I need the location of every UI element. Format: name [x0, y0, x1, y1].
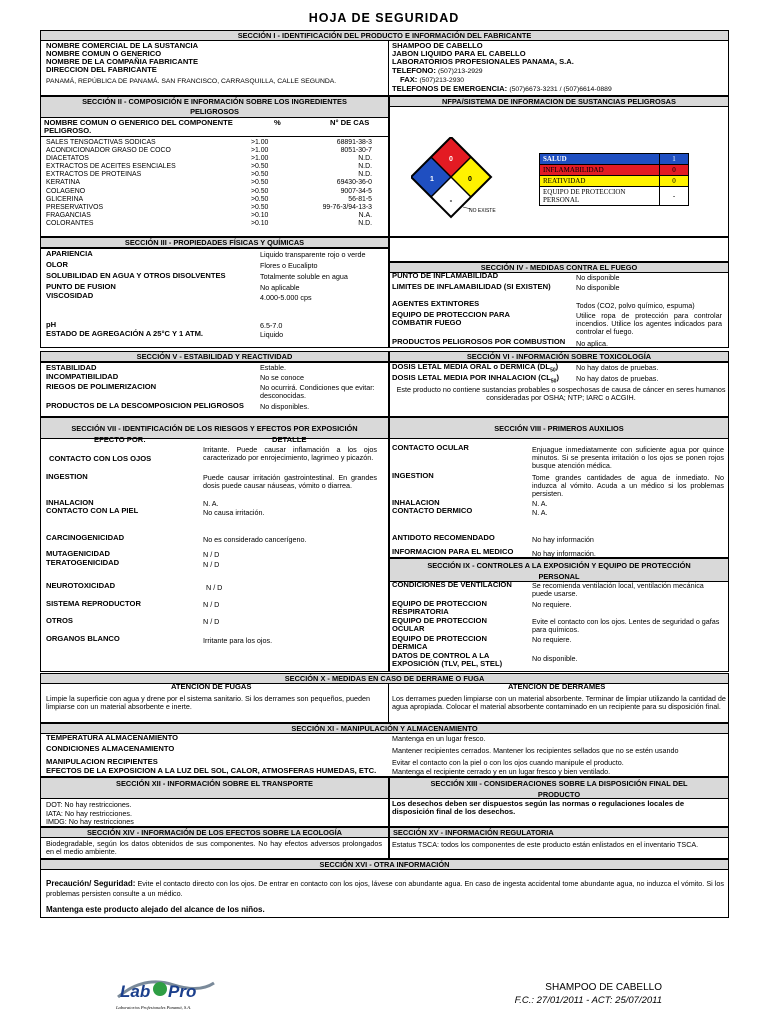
legend-row-inflamabilidad: [540, 165, 689, 176]
ingredient-name: EXTRACTOS DE PROTEINAS: [46, 171, 142, 179]
labpro-logo-subtitle: Laboratorios Profesionales Panamá, S.A.: [116, 1005, 192, 1010]
legend-epp-label: EQUIPO DE PROTECCION PERSONAL: [540, 187, 660, 206]
effect-teratogenicidad: TERATOGENICIDAD: [46, 558, 120, 567]
react-descomposicion: PRODUCTOS DE LA DESCOMPOSICION PELIGROSOS: [46, 401, 244, 410]
react-incompatibilidad: INCOMPATIBILIDAD: [46, 372, 119, 381]
fire-limites-value: No disponible: [576, 283, 620, 292]
flask-icon: [153, 982, 167, 996]
aid-antidoto-value: No hay información: [532, 535, 594, 544]
ctrl-ventilacion: CONDICIONES DE VENTILACION: [392, 580, 512, 589]
section-2-header: SECCIÓN II - COMPOSICIÓN E INFORMACIÓN SOBRE LOS INGREDIENTES PELIGROSOS: [40, 96, 389, 118]
labpro-logo: [114, 967, 234, 1015]
aid-ocular-value: Enjuague inmediatamente con suficiente agua por quince minutos. Si se presenta irritación o los ojos se ponen rojos busque atención médica.: [532, 445, 724, 471]
precaution-paragraph: [46, 879, 724, 899]
ingredient-percent: >0.50: [250, 171, 269, 179]
effect-neurotoxicidad: NEUROTOXICIDAD: [46, 581, 116, 590]
legend-inflamabilidad-label: INFLAMABILIDAD: [540, 165, 660, 176]
emergency-label: TELEFONOS DE EMERGENCIA:: [392, 84, 508, 93]
phone-value: (507)213-2929: [438, 68, 483, 75]
spill-fugas-text: Limpie la superficie con agua y drene por el sistema sanitario. Si los derrames son pequeños, pueden limpiarse con un material absorbente e inerte.: [46, 694, 371, 712]
emergency-row: [392, 84, 612, 94]
emergency-value: (507)6673-3231 / (507)6614-0889: [509, 86, 612, 93]
svg-text:Pro: Pro: [168, 982, 197, 1001]
effect-ojos-value: Irritante. Puede causar inflamación a los ojos caracterizado por enrojecimiento, lagrimeo y picazón.: [203, 445, 377, 463]
ingredient-percent: >0.10: [250, 211, 269, 219]
effect-organos: ORGANOS BLANCO: [46, 634, 120, 643]
ingredient-cas: 69430-36-0: [336, 179, 372, 187]
ingredient-percent: >1.00: [250, 147, 269, 155]
effect-piel-value: No causa irritación.: [203, 508, 265, 517]
ingredient-cas: 8051-30-7: [340, 147, 372, 155]
col-cas: N° DE CAS: [330, 118, 370, 127]
effect-otros-value: N / D: [203, 617, 220, 626]
regulatory-text: Estatus TSCA: todos los componentes de este producto están enlistados en el inventario TSCA.: [392, 840, 699, 849]
label-common-name: NOMBRE COMUN O GENERICO: [46, 49, 162, 58]
ingredient-name: PRESERVATIVOS: [46, 203, 104, 211]
legend-inflamabilidad-value: 0: [660, 165, 689, 176]
label-commercial-name: NOMBRE COMERCIAL DE LA SUSTANCIA: [46, 41, 199, 50]
react-polimerizacion: RIEGOS DE POLIMERIZACION: [46, 382, 157, 391]
prop-solubilidad: SOLUBILIDAD EN AGUA Y OTROS DISOLVENTES: [46, 271, 226, 280]
ctrl-dermica: EQUIPO DE PROTECCION DERMICA: [392, 634, 487, 652]
store-temperatura: TEMPERATURA ALMACENAMIENTO: [46, 733, 179, 742]
effect-ingestion-value: Puede causar irritación gastrointestinal. En grandes dosis puede causar náuseas, vómito o diarrea.: [203, 473, 377, 491]
aid-ingestion: INGESTION: [392, 471, 434, 480]
store-efectos-value: Mantenga el recipiente cerrado y en un lugar fresco y bien ventilado.: [392, 767, 611, 776]
effect-carcinogenicidad: CARCINOGENICIDAD: [46, 533, 125, 542]
precaution-text: Evite el contacto directo con los ojos. De entrar en contacto con los ojos, lávese con abundante agua. En caso de ingesta accidental tome abundante agua, no induzca el vómito. Si los problemas persisten consulte a un médico.: [46, 879, 725, 898]
ingredient-cas: N.D.: [358, 171, 372, 179]
prop-olor-value: Flores o Eucalipto: [260, 261, 318, 270]
ingredient-name: DIACETATOS: [46, 155, 89, 163]
ingredient-row: [44, 179, 374, 187]
ingredient-percent: >1.00: [250, 139, 269, 146]
section-14-header: SECCIÓN XIV - INFORMACIÓN DE LOS EFECTOS SOBRE LA ECOLOGÍA: [40, 827, 389, 838]
aid-dermico-value: N. A.: [532, 508, 548, 517]
tox-note: Este producto no contiene sustancias probables o sospechosas de causa de cáncer en seres humanos consideradas por OSHA; NTP; IARC o ACGIH.: [396, 385, 726, 403]
legend-row-epp: [540, 187, 689, 206]
tox-inhalacion-value: No hay datos de pruebas.: [576, 374, 659, 383]
aid-inhalacion-value: N. A.: [532, 499, 548, 508]
label-address: DIRECCION DEL FABRICANTE: [46, 65, 157, 74]
ctrl-ocular: EQUIPO DE PROTECCION OCULAR: [392, 616, 487, 634]
section-10-header: SECCIÓN X - MEDIDAS EN CASO DE DERRAME O FUGA: [40, 673, 729, 684]
nfpa-red-value: 0: [449, 156, 453, 163]
fire-agentes-value: Todos (CO2, polvo químico, espuma): [576, 301, 695, 310]
prop-ph-value: 6.5-7.0: [260, 321, 283, 330]
ingredient-cas: N.D.: [358, 163, 372, 171]
react-estabilidad: ESTABILIDAD: [46, 363, 97, 372]
section-4-spacer: [389, 237, 729, 262]
ingredient-percent: >0.50: [250, 163, 269, 171]
ingredient-cas: 99-76-3/94-13-3: [322, 203, 372, 211]
section-16-header: SECCIÓN XVI - OTRA INFORMACIÓN: [40, 859, 729, 870]
prop-apariencia: APARIENCIA: [46, 249, 93, 258]
effect-mutagenicidad: MUTAGENICIDAD: [46, 549, 110, 558]
label-company: NOMBRE DE LA COMPAÑIA FABRICANTE: [46, 57, 199, 66]
nfpa-no-existe: NO EXISTE: [469, 208, 496, 214]
ctrl-respiratoria-value: No requiere.: [532, 600, 572, 609]
store-efectos: EFECTOS DE LA EXPOSICION A LA LUZ DEL SOL, CALOR, ATMOSFERAS HUMEDAS, ETC.: [46, 766, 377, 775]
legend-reatividad-label: REATIVIDAD: [540, 176, 660, 187]
transport-imdg: IMDG: No hay restricciones: [46, 817, 134, 826]
transport-dot: DOT: No hay restricciones.: [46, 800, 132, 809]
section-8-header: SECCIÓN VIII - PRIMEROS AUXILIOS: [389, 417, 729, 439]
effect-piel: CONTACTO CON LA PIEL: [46, 506, 139, 515]
prop-viscosidad: VISCOSIDAD: [46, 291, 94, 300]
legend-epp-value: -: [660, 187, 689, 206]
ingredients-table: [44, 139, 374, 228]
nfpa-blue-value: 1: [430, 176, 434, 183]
store-temperatura-value: Mantenga en un lugar fresco.: [392, 734, 486, 743]
phone-label: TELEFONO:: [392, 66, 436, 75]
effect-carcinogenicidad-value: No es considerado cancerígeno.: [203, 535, 307, 544]
ctrl-ventilacion-value: Se recomienda ventilación local, ventilación mecánica puede usarse.: [532, 581, 704, 599]
ingredient-row: [44, 188, 374, 196]
effect-reproductor: SISTEMA REPRODUCTOR: [46, 599, 141, 608]
nfpa-white-value: -: [449, 196, 453, 205]
ctrl-ocular-value: Evite el contacto con los ojos. Lentes de seguridad o gafas para químicos.: [532, 617, 720, 635]
store-condiciones-value: Mantener recipientes cerrados. Mantener los recipientes sellados que no se estén usando: [392, 746, 679, 755]
ingredient-name: SALES TENSOACTIVAS SODICAS: [46, 139, 156, 146]
nfpa-legend: [539, 153, 689, 206]
store-manipulacion-value: Evitar el contacto con la piel o con los ojos cuando manipule el producto.: [392, 758, 624, 767]
fire-equipo: EQUIPO DE PROTECCION PARA COMBATIR FUEGO: [392, 310, 510, 328]
aid-inhalacion: INHALACION: [392, 498, 440, 507]
ingredient-percent: >0.50: [250, 203, 269, 211]
prop-solubilidad-value: Totalmente soluble en agua: [260, 272, 348, 281]
section-5-header: SECCIÓN V - ESTABILIDAD Y REACTIVIDAD: [40, 351, 389, 362]
svg-text:Lab: Lab: [120, 982, 151, 1001]
section-6-header: SECCIÓN VI - INFORMACIÓN SOBRE TOXICOLOGÍA: [389, 351, 729, 362]
ingredient-name: FRAGANCIAS: [46, 211, 91, 219]
nfpa-yellow-value: 0: [468, 176, 472, 183]
ingredient-row: [44, 220, 374, 228]
keep-away-text: Mantenga este producto alejado del alcance de los niños.: [46, 905, 265, 914]
nfpa-header: NFPA/SISTEMA DE INFORMACION DE SUSTANCIAS PELIGROSAS: [389, 96, 729, 107]
prop-estado-value: Liquido: [260, 330, 284, 339]
effect-reproductor-value: N / D: [203, 600, 220, 609]
section-1-header: SECCIÓN I - IDENTIFICACIÓN DEL PRODUCTO E INFORMACIÓN DEL FABRICANTE: [40, 30, 729, 41]
legend-salud-label: SALUD: [540, 154, 660, 165]
spill-derrames-text: Los derrames pueden limpiarse con un material absorbente. Terminar de limpiar utilizando la cantidad de agua apropiada. Colocar el material absorbente contaminado en un recipiente para su disposición final.: [392, 694, 726, 712]
ingredient-name: GLICERINA: [46, 195, 84, 203]
product-name: SHAMPOO DE CABELLO: [392, 41, 483, 50]
effect-mutagenicidad-value: N / D: [203, 550, 220, 559]
store-condiciones: CONDICIONES ALMACENAMIENTO: [46, 744, 175, 753]
fire-limites: LIMITES DE INFLAMABILIDAD (SI EXISTEN): [392, 282, 551, 291]
legend-reatividad-value: 0: [660, 176, 689, 187]
col-component-name: NOMBRE COMUN O GENERICO DEL COMPONENTE PELIGROSO.: [44, 118, 233, 136]
spill-fugas-title: ATENCION DE FUGAS: [171, 682, 252, 691]
fire-productos: PRODUCTOS PELIGROSOS POR COMBUSTION: [392, 337, 566, 346]
company-name: LABORATORIOS PROFESIONALES PANAMA, S.A.: [392, 57, 574, 66]
effect-inhalacion: INHALACION: [46, 498, 94, 507]
aid-medico-value: No hay información.: [532, 549, 596, 558]
ingredient-cas: N.A.: [358, 211, 372, 219]
aid-antidoto: ANTIDOTO RECOMENDADO: [392, 533, 495, 542]
store-manipulacion: MANIPULACION RECIPIENTES: [46, 757, 158, 766]
ingredient-cas: N.D.: [358, 219, 372, 227]
fire-equipo-value: Utilice ropa de protección para controlar incendios. Utilice los agentes indicados para controlar el fuego.: [576, 311, 722, 337]
prop-olor: OLOR: [46, 260, 68, 269]
ingredient-cas: 68891-38-3: [336, 139, 372, 146]
legend-row-salud: [540, 154, 689, 165]
ingredient-name: EXTRACTOS DE ACEITES ESENCIALES: [46, 163, 176, 171]
ingredient-percent: >0.50: [250, 179, 269, 187]
ingredient-row: [44, 163, 374, 171]
ingredient-percent: >0.50: [250, 187, 269, 195]
tox-inhalacion: DOSIS LETAL MEDIA POR INHALACION $(CL_{50})$: [392, 373, 559, 385]
ctrl-respiratoria: EQUIPO DE PROTECCION RESPIRATORIA: [392, 599, 487, 617]
document-title: HOJA DE SEGURIDAD: [308, 11, 460, 25]
tox-oral: DOSIS LETAL MEDIA ORAL o DERMICA $(DL_{50})$: [392, 362, 559, 374]
ingredient-row: [44, 204, 374, 212]
prop-apariencia-value: Liquido transparente rojo o verde: [260, 250, 366, 259]
ctrl-dermica-value: No requiere.: [532, 635, 572, 644]
spill-derrames-title: ATENCION DE DERRAMES: [508, 682, 606, 691]
section-3-header: SECCIÓN III - PROPIEDADES FÍSICAS Y QUÍMICAS: [40, 237, 389, 248]
ingredient-row: [44, 171, 374, 179]
fire-agentes: AGENTES EXTINTORES: [392, 299, 480, 308]
fax-label: FAX:: [400, 75, 418, 84]
legend-row-reatividad: [540, 176, 689, 187]
footer-dates: F.C.: 27/01/2011 - ACT: 25/07/2011: [514, 995, 662, 1006]
common-name: JABON LIQUIDO PARA EL CABELLO: [392, 49, 526, 58]
prop-estado: ESTADO DE AGREGACIÓN A 25°C Y 1 ATM.: [46, 329, 204, 338]
ingredient-row: [44, 139, 374, 147]
tox-oral-value: No hay datos de pruebas.: [576, 363, 659, 372]
effect-inhalacion-value: N. A.: [203, 499, 219, 508]
section-13-header: SECCIÓN XIII - CONSIDERACIONES SOBRE LA DISPOSICIÓN FINAL DEL PRODUCTO: [389, 777, 729, 799]
transport-iata: IATA: No hay restricciones.: [46, 809, 133, 818]
effect-otros: OTROS: [46, 616, 74, 625]
prop-viscosidad-value: 4.000-5.000 cps: [260, 293, 312, 302]
react-incompatibilidad-value: No se conoce: [260, 373, 304, 382]
effects-col-detalle: DETALLE: [272, 435, 307, 444]
ctrl-datos-value: No disponible.: [532, 654, 578, 663]
ingredient-name: COLORANTES: [46, 219, 94, 227]
nfpa-diamond: [411, 137, 511, 237]
fax-value: (507)213-2930: [419, 77, 465, 84]
effect-ingestion: INGESTION: [46, 472, 88, 481]
react-estabilidad-value: Estable.: [260, 363, 286, 372]
effect-neurotoxicidad-value: N / D: [206, 583, 223, 592]
tox-oral-sub: 50: [550, 367, 556, 374]
aid-ocular: CONTACTO OCULAR: [392, 443, 469, 452]
ingredient-percent: >0.10: [250, 219, 269, 227]
react-descomposicion-value: No disponibles.: [260, 402, 310, 411]
ctrl-datos: DATOS DE CONTROL A LA EXPOSICIÓN (TLV, PEL, STEL): [392, 651, 503, 669]
col-percent: %: [274, 118, 281, 127]
company-address: PANAMÁ, REPÚBLICA DE PANAMÁ. SAN FRANCISCO, CARRASQUILLA, CALLE SEGUNDA.: [46, 78, 337, 85]
ingredient-cas: N.D.: [358, 155, 372, 163]
ingredient-name: KERATINA: [46, 179, 80, 187]
ingredient-percent: >0.50: [250, 195, 269, 203]
ingredient-name: ACONDICIONADOR GRASO DE COCO: [46, 147, 171, 155]
disposal-text: Los desechos deben ser dispuestos según las normas o regulaciones locales de disposición final de los desechos.: [392, 799, 685, 817]
prop-fusion-value: No aplicable: [260, 283, 300, 292]
tox-inhalacion-sub: 50: [550, 378, 557, 385]
ecology-text: Biodegradable, según los datos obtenidos de sus componentes. No hay efectos adversos prolongados en el medio ambiente.: [46, 839, 382, 857]
section-15-header: SECCIÓN XV - INFORMACIÓN REGULATORIA: [389, 827, 729, 838]
aid-ingestion-value: Tome grandes cantidades de agua de inmediato. No induzca al vómito. Acuda a un médico si los problemas persisten.: [532, 473, 724, 499]
ingredient-row: [44, 196, 374, 204]
prop-fusion: PUNTO DE FUSION: [46, 282, 116, 291]
aid-medico: INFORMACION PARA EL MEDICO: [392, 547, 514, 556]
aid-dermico: CONTACTO DERMICO: [392, 506, 473, 515]
ingredient-cas: 9007-34-5: [340, 187, 372, 195]
fire-inflamabilidad-value: No disponible: [576, 273, 620, 282]
fire-inflamabilidad: PUNTO DE INFLAMABILIDAD: [392, 271, 499, 280]
section-12-header: SECCIÓN XII - INFORMACIÓN SOBRE EL TRANSPORTE: [40, 777, 389, 799]
ingredient-row: [44, 147, 374, 155]
ingredient-cas: 56-81-5: [348, 195, 372, 203]
effect-ojos: CONTACTO CON LOS OJOS: [49, 454, 152, 463]
ingredient-row: [44, 155, 374, 163]
fire-productos-value: No aplica.: [576, 339, 608, 348]
precaution-label: Precaución/ Seguridad:: [46, 879, 136, 888]
ingredient-percent: >1.00: [250, 155, 269, 163]
legend-salud-value: 1: [660, 154, 689, 165]
prop-ph: pH: [46, 320, 57, 329]
ingredient-row: [44, 212, 374, 220]
effect-organos-value: Irritante para los ojos.: [203, 636, 273, 645]
section-11-header: SECCIÓN XI - MANIPULACIÓN Y ALMACENAMIENTO: [40, 723, 729, 734]
react-polimerizacion-value: No ocurrirá. Condiciones que evitar: desconocidas.: [260, 383, 375, 401]
section-4-header: SECCIÓN IV - MEDIDAS CONTRA EL FUEGO: [389, 262, 729, 273]
effect-teratogenicidad-value: N / D: [203, 560, 220, 569]
section-7-header: SECCIÓN VII - IDENTIFICACIÓN DE LOS RIESGOS Y EFECTOS POR EXPOSICIÓN: [40, 417, 389, 439]
effects-col-efecto: EFECTO POR:: [94, 435, 146, 444]
footer-product: SHAMPOO DE CABELLO: [545, 982, 662, 993]
ingredient-name: COLAGENO: [46, 187, 86, 195]
labpro-logo-mark: [114, 967, 234, 1003]
section-9-header: SECCIÓN IX - CONTROLES A LA EXPOSICIÓN Y EQUIPO DE PROTECCIÓN PERSONAL: [389, 558, 729, 582]
